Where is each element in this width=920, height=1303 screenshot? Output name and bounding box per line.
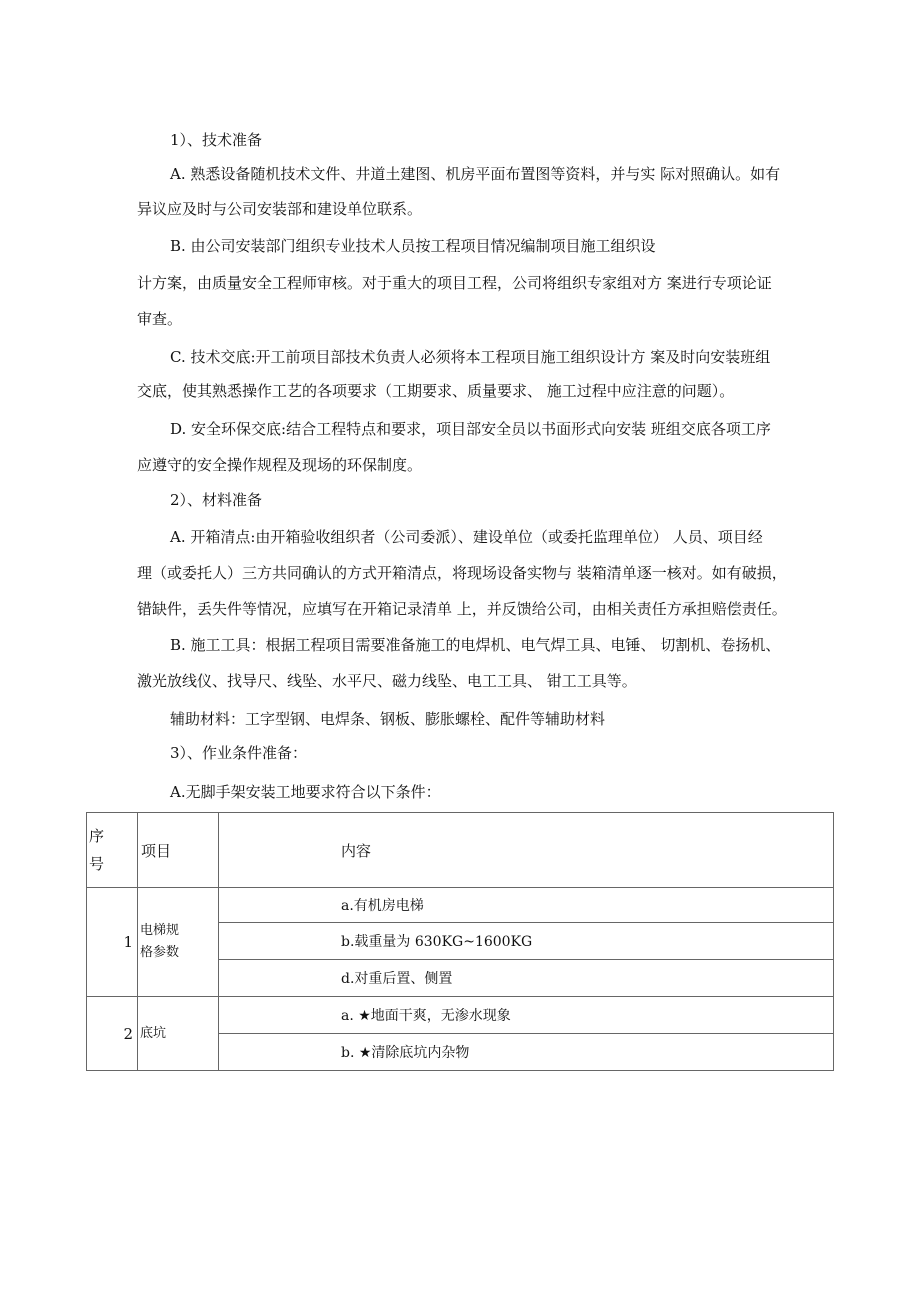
table-header-row bbox=[87, 813, 834, 888]
para-aux-materials: 辅助材料：工字型钢、电焊条、钢板、膨胀螺栓、配件等辅助材料 bbox=[170, 710, 606, 728]
requirements-table bbox=[86, 812, 834, 1071]
para-2a-line-2: 理（或委托人）三方共同确认的方式开箱清点，将现场设备实物与 装箱清单逐一核对。如有破损， bbox=[137, 564, 787, 582]
para-1b-line-1: B. 由公司安装部门组织专业技术人员按工程项目情况编制项目施工组织设 bbox=[170, 237, 656, 255]
header-item: 项目 bbox=[141, 841, 172, 860]
row-1-item-line-1: 电梯规 bbox=[140, 923, 180, 938]
row-2-item: 底坑 bbox=[140, 1025, 167, 1041]
row-2-num: 2 bbox=[123, 1024, 133, 1043]
header-cell-item bbox=[138, 813, 219, 888]
row-1-content-2: b.载重量为 630KG~1600KG bbox=[341, 934, 533, 950]
para-3a: A.无脚手架安装工地要求符合以下条件： bbox=[170, 783, 441, 801]
row-2-num-cell bbox=[87, 997, 138, 1071]
section-3-heading: 3）、作业条件准备： bbox=[170, 744, 308, 762]
para-1a-line-1: A. 熟悉设备随机技术文件、井道土建图、机房平面布置图等资料，并与实 际对照确认。如有 bbox=[170, 165, 781, 183]
row-2-content-2: b. ★清除底坑内杂物 bbox=[341, 1045, 470, 1061]
para-2b-line-1: B. 施工工具：根据工程项目需要准备施工的电焊机、电气焊工具、电锤、 切割机、卷扬机、 bbox=[170, 636, 781, 654]
para-1b-line-2: 计方案，由质量安全工程师审核。对于重大的项目工程，公司将组织专家组对方 案进行专项论证 bbox=[137, 274, 772, 292]
para-1b-line-3: 审查。 bbox=[137, 310, 183, 328]
row-1-content-cell-1 bbox=[219, 888, 834, 923]
header-num-line-1: 序 bbox=[89, 827, 105, 845]
row-2-item-cell bbox=[138, 997, 219, 1071]
row-1-content-1: a.有机房电梯 bbox=[341, 898, 424, 914]
para-1c-line-1: C. 技术交底:开工前项目部技术负责人必须将本工程项目施工组织设计方 案及时向安装班组 bbox=[170, 348, 771, 366]
para-1a-line-2: 异议应及时与公司安装部和建设单位联系。 bbox=[137, 200, 423, 218]
row-1-num-cell bbox=[87, 888, 138, 997]
section-1-heading: 1）、技术准备 bbox=[170, 131, 263, 149]
header-num-line-2: 号 bbox=[89, 855, 105, 873]
para-1d-line-2: 应遵守的安全操作规程及现场的环保制度。 bbox=[137, 456, 423, 474]
row-2-content-cell-2 bbox=[219, 1034, 834, 1071]
para-2b-line-2: 激光放线仪、找导尺、线坠、水平尺、磁力线坠、电工工具、 钳工工具等。 bbox=[137, 672, 637, 690]
row-2-content-1: a. ★地面干爽，无渗水现象 bbox=[341, 1008, 511, 1024]
row-1-content-cell-2 bbox=[219, 923, 834, 960]
row-1-item-cell bbox=[138, 888, 219, 997]
table-row bbox=[87, 997, 834, 1034]
header-cell-content bbox=[219, 813, 834, 888]
row-2-content-cell-1 bbox=[219, 997, 834, 1034]
header-content: 内容 bbox=[341, 841, 372, 860]
table-row bbox=[87, 888, 834, 923]
para-1c-line-2: 交底，使其熟悉操作工艺的各项要求（工期要求、质量要求、 施工过程中应注意的问题）。 bbox=[137, 382, 735, 400]
row-1-content-3: d.对重后置、侧置 bbox=[341, 971, 453, 987]
para-2a-line-3: 错缺件，丢失件等情况，应填写在开箱记录清单 上，并反馈给公司，由相关责任方承担赔偿责任。 bbox=[137, 600, 787, 618]
row-1-content-cell-3 bbox=[219, 960, 834, 997]
section-2-heading: 2）、材料准备 bbox=[170, 491, 263, 509]
para-1d-line-1: D. 安全环保交底:结合工程特点和要求，项目部安全员以书面形式向安装 班组交底各项工序 bbox=[170, 420, 771, 438]
row-1-item-line-2: 格参数 bbox=[140, 945, 180, 960]
header-cell-num bbox=[87, 813, 138, 888]
row-1-num: 1 bbox=[123, 933, 133, 951]
para-2a-line-1: A. 开箱清点:由开箱验收组织者（公司委派）、建设单位（或委托监理单位） 人员、项目经 bbox=[170, 528, 763, 546]
